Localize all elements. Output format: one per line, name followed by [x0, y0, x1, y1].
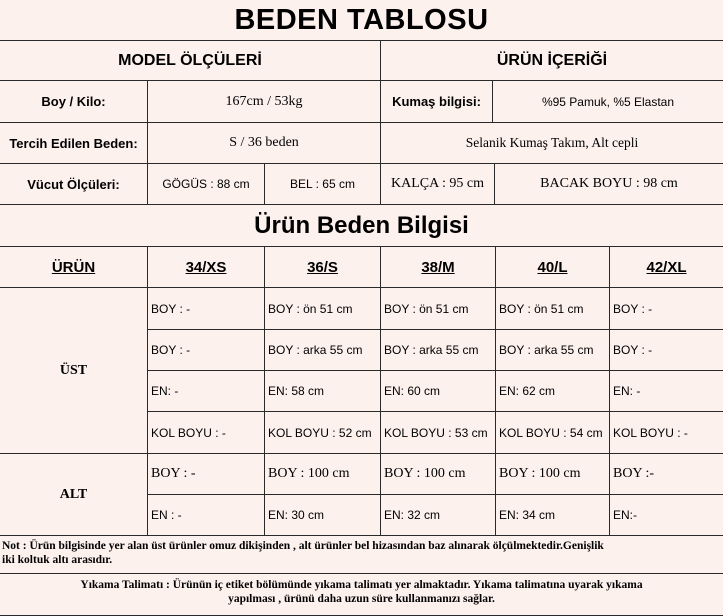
alt-cell: BOY : -	[151, 466, 196, 481]
alt-cell: BOY : 100 cm	[384, 466, 466, 481]
boy-kilo-value: 167cm / 53kg	[225, 93, 303, 109]
ust-cell: BOY : -	[613, 301, 653, 316]
page-title: BEDEN TABLOSU	[234, 3, 489, 36]
alt-cell: EN: 32 cm	[384, 508, 441, 522]
note-block	[2, 539, 722, 571]
header-38-m: 38/M	[421, 258, 455, 276]
tercih-label: Tercih Edilen Beden:	[9, 135, 138, 151]
ust-cell: BOY : ön 51 cm	[268, 301, 353, 316]
bacak-value: BACAK BOYU : 98 cm	[540, 176, 678, 191]
ust-cell: EN: 60 cm	[384, 384, 441, 398]
size-table-heading: Ürün Beden Bilgisi	[254, 211, 469, 239]
alt-cell: BOY : 100 cm	[499, 466, 581, 481]
ust-cell: BOY : arka 55 cm	[499, 343, 594, 357]
ust-cell: KOL BOYU : -	[151, 425, 226, 440]
divider	[0, 535, 723, 536]
ust-cell: BOY : arka 55 cm	[268, 343, 363, 357]
wash-block	[0, 578, 723, 614]
header-34-xs: 34/XS	[185, 258, 227, 276]
wash-line: yapılması , ürünü daha uzun süre kullanmanızı sağlar.	[228, 593, 495, 605]
header-42-xl: 42/XL	[646, 258, 687, 276]
model-heading: MODEL ÖLÇÜLERİ	[118, 51, 262, 69]
vucut-label: Vücut Ölçüleri:	[27, 176, 120, 192]
header-40-l: 40/L	[537, 258, 568, 276]
bel-value: BEL : 65 cm	[290, 177, 355, 191]
urun-heading: ÜRÜN İÇERİĞİ	[496, 51, 608, 69]
kumas-label: Kumaş bilgisi:	[392, 94, 481, 109]
alt-cell: EN: 34 cm	[499, 508, 556, 522]
note-line: Not : Ürün bilgisinde yer alan üst ürünler omuz dikişinden , alt ürünler bel hizasından baz alınarak ölçülmektedir.Genişlik	[2, 540, 604, 552]
header-36-s: 36/S	[307, 258, 338, 276]
ust-cell: EN: 62 cm	[499, 384, 556, 398]
ust-cell: BOY : ön 51 cm	[499, 301, 584, 316]
boy-kilo-label: Boy / Kilo:	[41, 94, 106, 109]
note-line: iki koltuk altı arasıdır.	[2, 554, 113, 566]
ust-cell: BOY : ön 51 cm	[384, 301, 469, 316]
alt-cell: BOY :-	[613, 466, 655, 481]
gogus-value: GÖGÜS : 88 cm	[162, 177, 250, 191]
alt-label: ALT	[59, 486, 88, 502]
ust-cell: EN: -	[613, 384, 641, 398]
tercih-value: S / 36 beden	[229, 135, 299, 150]
alt-cell: EN:-	[613, 508, 637, 522]
ust-cell: EN: 58 cm	[268, 384, 325, 398]
ust-cell: KOL BOYU : 52 cm	[268, 425, 372, 440]
divider	[0, 573, 723, 574]
alt-cell: EN: 30 cm	[268, 508, 325, 522]
ust-cell: KOL BOYU : -	[613, 425, 688, 440]
ust-cell: EN: -	[151, 384, 179, 398]
alt-cell: BOY : 100 cm	[268, 466, 350, 481]
ust-cell: BOY : -	[151, 343, 191, 357]
ust-cell: BOY : -	[613, 343, 653, 357]
wash-line: Yıkama Talimatı : Ürünün iç etiket bölümünde yıkama talimatı yer almaktadır. Yıkama talimatına uyarak yıkama	[80, 579, 643, 591]
header-urun: ÜRÜN	[51, 258, 96, 276]
kumas-value: %95 Pamuk, %5 Elastan	[541, 94, 675, 109]
ust-label: ÜST	[59, 362, 88, 378]
ust-cell: BOY : -	[151, 301, 191, 316]
urun-aciklama: Selanik Kumaş Takım, Alt cepli	[465, 135, 639, 150]
ust-cell: BOY : arka 55 cm	[384, 343, 479, 357]
ust-cell: KOL BOYU : 53 cm	[384, 425, 488, 440]
kalca-value: KALÇA : 95 cm	[391, 176, 484, 191]
ust-cell: KOL BOYU : 54 cm	[499, 425, 603, 440]
alt-cell: EN : -	[151, 508, 182, 522]
